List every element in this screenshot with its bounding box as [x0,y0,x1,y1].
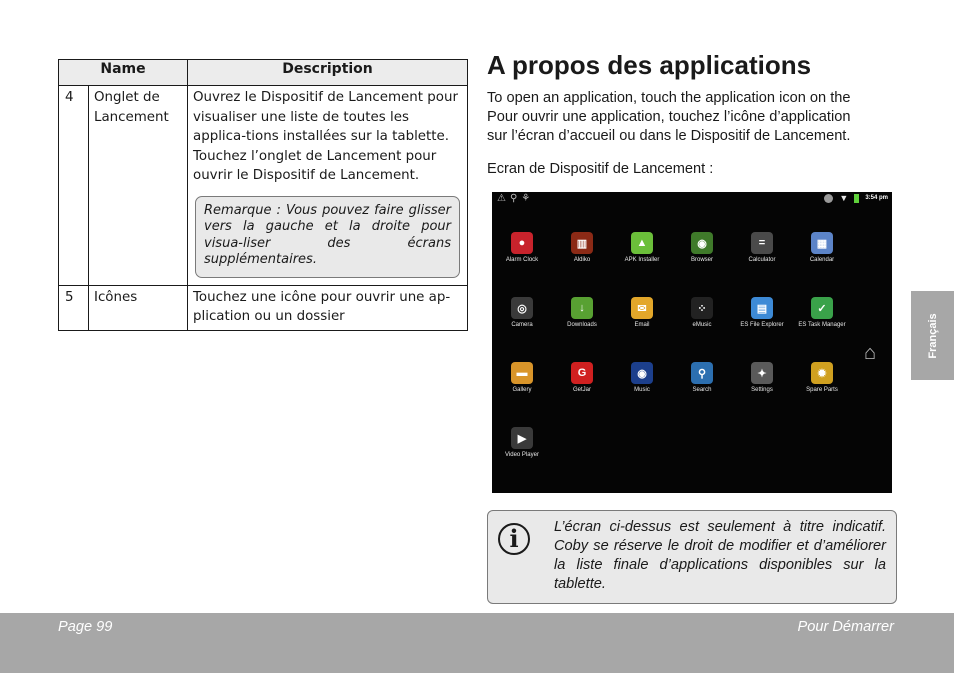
apk-installer-icon: ▲ [631,232,653,254]
footer-section: Pour Démarrer [797,619,894,635]
home-icon: ⌂ [864,342,877,364]
info-note-text: L’écran ci-dessus est seulement à titre indicatif. Coby se réserve le droit de modifier et d’améliorer la liste finale d’applications disponibles sur la tablette. [554,519,886,592]
downloads-icon: ↓ [571,297,593,319]
video-player-icon: ▶ [511,427,533,449]
app-aldiko [552,232,612,264]
row-number: 5 [59,285,89,330]
app-label: Settings [751,387,773,393]
app-label: eMusic [692,322,712,328]
app-search [672,362,732,394]
app-camera [492,297,552,329]
app-label: Spare Parts [806,387,838,393]
app-calculator [732,232,792,264]
alarm-clock-icon: ● [511,232,533,254]
sync-icon [824,194,833,203]
app-label: Music [634,387,650,393]
es-task-manager-icon: ✓ [811,297,833,319]
battery-icon [854,194,859,203]
page-number: Page 99 [58,619,113,635]
search-icon: ⚲ [691,362,713,384]
launcher-screenshot [492,192,892,493]
getjar-icon: G [571,362,593,384]
app-label: Search [692,387,712,393]
app-music [612,362,672,394]
browser-icon: ◉ [691,232,713,254]
info-icon: i [498,523,530,555]
app-label: Camera [511,322,533,328]
gallery-icon: ▬ [511,362,533,384]
app-es-file-explorer [732,297,792,329]
app-label: Aldiko [573,257,591,263]
description-table [58,59,468,331]
app-downloads [552,297,612,329]
app-apk-installer [612,232,672,264]
row-name: Onglet de Lancement [89,86,188,286]
camera-icon: ◎ [511,297,533,319]
calculator-icon: = [751,232,773,254]
app-label: GetJar [572,387,591,393]
app-video-player [492,427,552,459]
row-number: 4 [59,86,89,286]
app-es-task-manager [792,297,852,329]
status-time: 3:54 pm [865,195,888,201]
app-getjar [552,362,612,394]
section-title: A propos des applications [487,50,812,80]
music-icon: ◉ [631,362,653,384]
app-gallery [492,362,552,394]
email-icon: ✉ [631,297,653,319]
info-note-box [487,510,897,604]
header-name: Name [59,60,188,86]
row-note: Remarque : Vous pouvez faire glisser vers la gauche et la droite pour visua-liser des écrans supplémentaires. [195,196,460,278]
header-description: Description [188,60,468,86]
table-header-row [59,60,468,86]
status-right [824,193,888,203]
screenshot-caption: Ecran de Dispositif de Lancement : [487,161,714,177]
app-label: ES Task Manager [798,322,846,328]
app-settings [732,362,792,394]
app-label: Alarm Clock [505,257,539,263]
spare-parts-icon: ✹ [811,362,833,384]
section-intro: To open an application, touch the application icon on the Pour ouvrir une application, touchez l’icône d’application sur l’écran d’accueil ou dans le Dispositif de Lancement. [487,90,851,144]
app-label: Browser [690,257,713,263]
app-label: Downloads [567,322,597,328]
status-bar [492,192,892,208]
app-label: Email [634,322,650,328]
language-tab-label: Français [926,312,939,359]
es-file-explorer-icon: ▤ [751,297,773,319]
settings-icon: ✦ [751,362,773,384]
app-label: Video Player [505,452,539,458]
row-name: Icônes [89,285,188,330]
app-label: APK Installer [624,257,660,263]
app-emusic [672,297,732,329]
app-label: Gallery [512,387,532,393]
row-description-cell [188,86,468,286]
notification-icons: ⚠⚲⚘ [497,193,535,204]
app-spare-parts [792,362,852,394]
app-label: Calculator [748,257,776,263]
app-alarm-clock [492,232,552,264]
app-label: ES File Explorer [740,322,784,328]
page-footer [0,613,954,673]
emusic-icon: ⁘ [691,297,713,319]
aldiko-icon: ▥ [571,232,593,254]
table-row [59,285,468,330]
app-email [612,297,672,329]
wifi-icon: ▼ [839,193,849,203]
calendar-icon: ▦ [811,232,833,254]
row-description: Ouvrez le Dispositif de Lancement pour visualiser une liste de toutes les applica-tions installées sur la tablette. Touchez l’onglet de Lancement pour ouvrir le Dispositif de Lancement. [193,90,458,183]
app-calendar [792,232,852,264]
app-browser [672,232,732,264]
row-description: Touchez une icône pour ouvrir une ap-plication ou un dossier [188,285,468,330]
language-tab [911,291,954,380]
table-row [59,86,468,286]
app-label: Calendar [809,257,835,263]
